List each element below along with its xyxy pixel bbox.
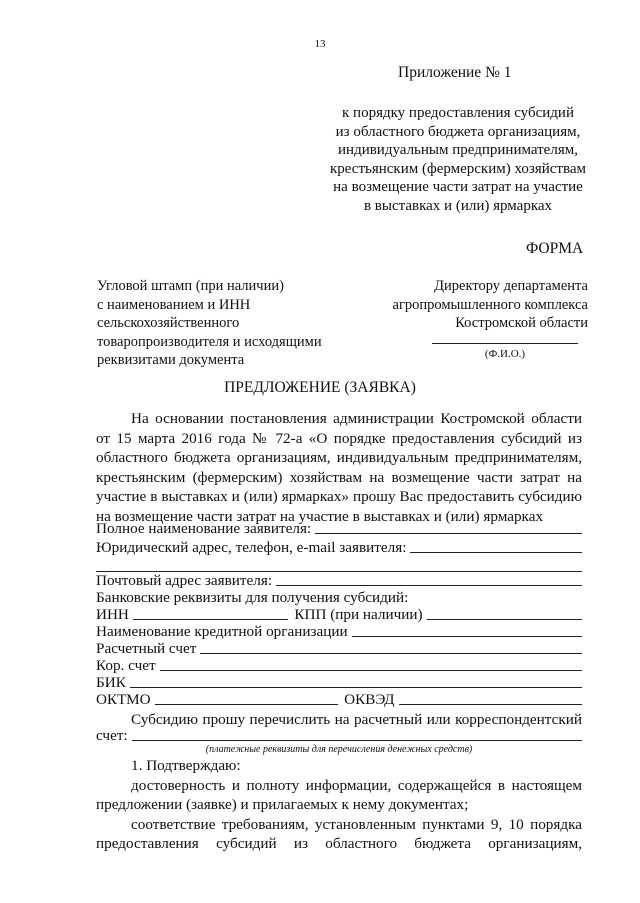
bik-label: БИК [96,674,126,691]
legal-address-field[interactable] [410,552,582,553]
compliance-line: предоставления субсидий из областного бюджета организациям, [96,835,582,852]
intro-line: участие в выставках и (или) ярмарках» прошу Вас предоставить субсидию [96,488,582,505]
stamp-line: реквизитами документа [97,352,245,368]
compliance-line: соответствие требованиям, установленным пунктами 9, 10 порядка [131,815,582,833]
postal-address-label: Почтовый адрес заявителя: [96,572,273,589]
intro-line: На основании постановления администрации Костромской области [131,410,582,427]
kpp-label: КПП (при наличии) [294,606,423,623]
fio-caption: (Ф.И.О.) [484,348,526,360]
transfer-line: Субсидию прошу перечислить на расчетный или корреспондентский [131,711,582,728]
bank-name-field[interactable] [352,636,582,637]
confirm-heading: 1. Подтверждаю: [131,757,241,774]
page-number: 13 [314,38,326,50]
inn-field[interactable] [133,619,288,620]
addressee-block [374,277,588,333]
stamp-line: сельскохозяйственного [97,315,240,331]
annex-line: крестьянским (фермерским) хозяйствам [329,160,587,177]
payment-hint: (платежные реквизиты для перечисления денежных средств) [205,744,473,755]
addressee-line: агропромышленного комплекса [392,296,588,313]
bank-details-label: Банковские реквизиты для получения субсидий: [96,589,409,606]
account-field[interactable] [200,653,582,654]
form-label: ФОРМА [526,240,584,257]
annex-line: индивидуальным предпринимателям, [338,142,578,158]
corr-account-field[interactable] [160,670,582,671]
full-name-label: Полное наименование заявителя: [96,520,312,537]
bank-name-label: Наименование кредитной организации [96,623,348,640]
intro-paragraph [96,409,582,526]
account-label: Расчетный счет [96,640,197,657]
annex-title: Приложение № 1 [398,64,512,81]
document-heading: ПРЕДЛОЖЕНИЕ (ЗАЯВКА) [224,379,416,396]
intro-line: крестьянским (фермерским) хозяйствам на возмещение части затрат на [96,468,582,486]
oktmo-field[interactable] [155,704,339,705]
legal-address-row [96,538,582,557]
postal-address-field[interactable] [276,585,582,586]
intro-line: на возмещение части затрат на участие в выставках и (или) ярмарках [96,507,544,525]
addressee-line: Директору департамента [434,278,588,294]
confirm-line: достоверность и полноту информации, содержащейся в настоящем [131,776,582,794]
okved-label: ОКВЭД [344,691,395,708]
annex-line: на возмещение части затрат на участие [333,179,583,195]
legal-address-label: Юридический адрес, телефон, e-mail заявителя: [96,539,407,556]
intro-line: от 15 марта 2016 года № 72-а «О порядке предоставления субсидий из [96,429,582,447]
oktmo-okved-row [96,690,582,709]
stamp-line: с наименованием и ИНН [97,296,251,313]
corr-account-label: Кор. счет [96,657,156,674]
annex-line: в выставках и (или) ярмарках [363,197,553,214]
confirm-line: предложении (заявке) и прилагаемых к нему документах; [96,796,469,813]
annex-line: к порядку предоставления субсидий [342,105,574,121]
kpp-field[interactable] [427,619,582,620]
fio-underline [432,342,578,344]
okved-field[interactable] [399,704,583,705]
payment-account-field[interactable] [132,740,582,741]
addressee-line: Костромской области [455,315,588,331]
oktmo-label: ОКТМО [96,691,151,708]
annex-line: из областного бюджета организациям, [335,123,581,140]
full-name-row [96,519,582,538]
stamp-line: Угловой штамп (при наличии) [97,278,284,294]
corner-stamp-block [97,277,322,370]
bik-field[interactable] [130,687,582,688]
full-name-field[interactable] [315,533,582,534]
annex-subtitle [318,104,598,215]
stamp-line: товаропроизводителя и исходящими [97,333,322,350]
inn-label: ИНН [96,606,129,623]
confirm-section [96,756,582,854]
payment-account-label: счет: [96,727,128,744]
payment-account-row [96,726,582,745]
intro-line: областного бюджета организациям, индивидуальным предпринимателям, [96,449,582,466]
